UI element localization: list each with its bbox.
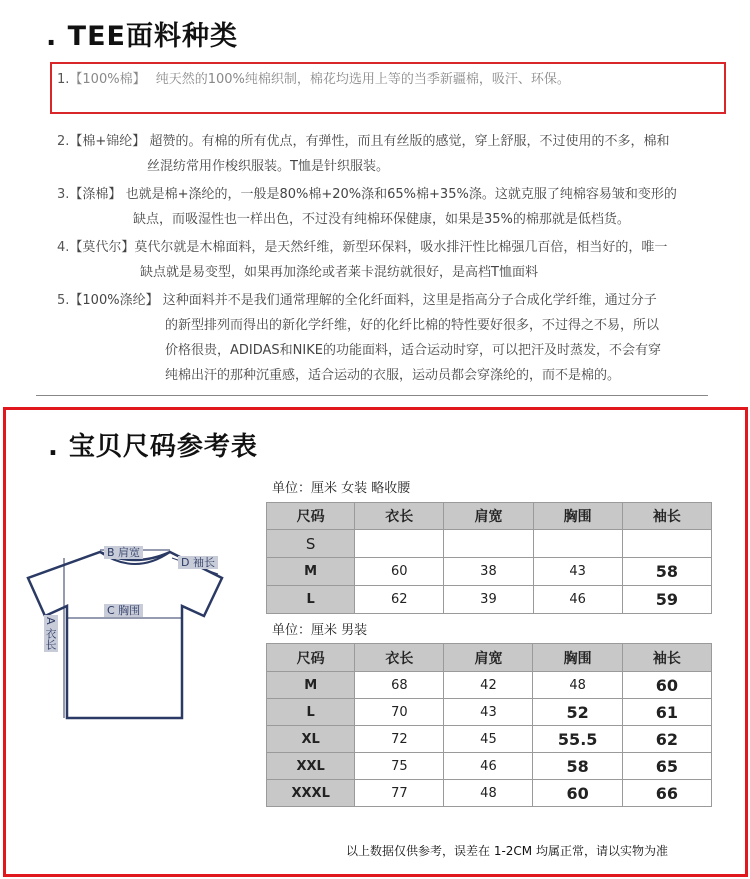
men-unit-label: 单位：厘米 男装 <box>272 623 368 638</box>
table-row <box>267 558 712 586</box>
item-text-cont: 缺点就是易变型，如果再加涤纶或者莱卡混纺就很好，是高档T恤面料 <box>140 265 538 280</box>
value-cell <box>444 530 533 558</box>
chest-label: C 胸围 <box>104 604 143 617</box>
header-size: 尺码 <box>267 644 355 672</box>
item-text: 纯天然的100%纯棉织制，棉花均选用上等的当季新疆棉，吸汗、环保。 <box>155 72 570 87</box>
sleeve-label: D 袖长 <box>178 556 218 569</box>
item-number: 3. <box>57 187 70 202</box>
item-text: 这种面料并不是我们通常理解的全化纤面料，这里是指高分子合成化学纤维，通过分子 <box>162 293 657 308</box>
value-cell: 48 <box>444 780 533 807</box>
fabric-section-title: . TEE面料种类 <box>46 21 238 52</box>
table-row <box>267 753 712 780</box>
fabric-item-4 <box>57 235 667 285</box>
table-row <box>267 672 712 699</box>
fabric-item-5 <box>57 288 661 388</box>
table-header-row <box>267 644 712 672</box>
header-size: 尺码 <box>267 503 355 530</box>
value-cell: 75 <box>355 753 444 780</box>
value-cell: 43 <box>444 699 533 726</box>
size-cell: L <box>267 699 355 726</box>
header-chest: 胸围 <box>533 503 622 530</box>
item-text-cont: 的新型排列而得出的新化学纤维，好的化纤比棉的特性要好很多，不过得之不易，所以 <box>165 318 660 333</box>
header-shoulder: 肩宽 <box>444 644 533 672</box>
value-cell: 72 <box>355 726 444 753</box>
size-cell: L <box>267 586 355 614</box>
item-label: 【涤棉】 <box>69 187 122 202</box>
header-sleeve: 袖长 <box>622 644 711 672</box>
table-row <box>267 586 712 614</box>
item-text: 超赞的。有棉的所有优点，有弹性，而且有丝版的感觉，穿上舒服，不过使用的不多，棉和 <box>149 134 670 149</box>
value-cell: 60 <box>355 558 444 586</box>
value-cell: 61 <box>622 699 711 726</box>
value-cell: 68 <box>355 672 444 699</box>
header-shoulder: 肩宽 <box>444 503 533 530</box>
table-row <box>267 699 712 726</box>
value-cell: 66 <box>622 780 711 807</box>
value-cell: 46 <box>533 586 622 614</box>
value-cell <box>622 530 711 558</box>
item-number: 5. <box>57 293 70 308</box>
size-cell: M <box>267 672 355 699</box>
value-cell: 43 <box>533 558 622 586</box>
value-cell: 60 <box>622 672 711 699</box>
header-chest: 胸围 <box>533 644 622 672</box>
item-label: 【100%涤纶】 <box>69 293 159 308</box>
size-cell: M <box>267 558 355 586</box>
value-cell: 70 <box>355 699 444 726</box>
value-cell <box>355 530 444 558</box>
item-number: 4. <box>57 240 70 255</box>
table-row <box>267 726 712 753</box>
disclaimer-note: 以上数据仅供参考，误差在 1-2CM 均属正常，请以实物为准 <box>346 844 668 858</box>
item-text: 也就是棉+涤纶的，一般是80%棉+20%涤和65%棉+35%涤。这就克服了纯棉容易皱和变形的 <box>125 187 677 202</box>
value-cell: 46 <box>444 753 533 780</box>
value-cell: 52 <box>533 699 622 726</box>
header-sleeve: 袖长 <box>622 503 711 530</box>
value-cell: 60 <box>533 780 622 807</box>
section-divider <box>36 395 708 396</box>
item-text-cont: 纯棉出汗的那种沉重感，适合运动的衣服，运动员都会穿涤纶的，而不是棉的。 <box>165 368 621 383</box>
item-number: 1. <box>57 72 70 87</box>
table-row <box>267 780 712 807</box>
size-section-title: . 宝贝尺码参考表 <box>48 432 258 462</box>
value-cell: 55.5 <box>533 726 622 753</box>
value-cell: 48 <box>533 672 622 699</box>
item-label: 【棉+锦纶】 <box>69 134 146 149</box>
value-cell: 58 <box>622 558 711 586</box>
value-cell: 39 <box>444 586 533 614</box>
size-cell: XXL <box>267 753 355 780</box>
women-size-table <box>266 502 712 614</box>
item-text: 莫代尔就是木棉面料，是天然纤维，新型环保料，吸水排汗性比棉强几百倍，相当好的，唯一 <box>134 240 668 255</box>
table-row <box>267 530 712 558</box>
value-cell: 62 <box>622 726 711 753</box>
fabric-item-3 <box>57 182 677 232</box>
value-cell: 58 <box>533 753 622 780</box>
size-cell: S <box>267 530 355 558</box>
size-cell: XXXL <box>267 780 355 807</box>
item-label: 【100%棉】 <box>69 72 146 87</box>
value-cell: 59 <box>622 586 711 614</box>
value-cell: 45 <box>444 726 533 753</box>
value-cell: 62 <box>355 586 444 614</box>
header-length: 衣长 <box>355 644 444 672</box>
value-cell: 77 <box>355 780 444 807</box>
item-text-cont: 缺点，而吸湿性也一样出色，不过没有纯棉环保健康，如果是35%的棉那就是低档货。 <box>133 212 630 227</box>
item-text-cont: 价格很贵，ADIDAS和NIKE的功能面料，适合运动时穿，可以把汗及时蒸发，不会有穿 <box>165 343 661 358</box>
women-unit-label: 单位：厘米 女装 略收腰 <box>272 481 411 496</box>
item-label: 【莫代尔】 <box>69 240 135 255</box>
header-length: 衣长 <box>355 503 444 530</box>
shoulder-label: B 肩宽 <box>104 546 143 559</box>
size-cell: XL <box>267 726 355 753</box>
item-number: 2. <box>57 134 70 149</box>
fabric-item-1 <box>57 67 570 92</box>
men-size-table <box>266 643 712 807</box>
value-cell: 42 <box>444 672 533 699</box>
item-text-cont: 丝混纺常用作梭织服装。T恤是针织服装。 <box>147 159 389 174</box>
table-header-row <box>267 503 712 530</box>
length-label: A 衣长 <box>44 617 57 651</box>
value-cell: 38 <box>444 558 533 586</box>
value-cell: 65 <box>622 753 711 780</box>
fabric-item-2 <box>57 129 669 179</box>
value-cell <box>533 530 622 558</box>
